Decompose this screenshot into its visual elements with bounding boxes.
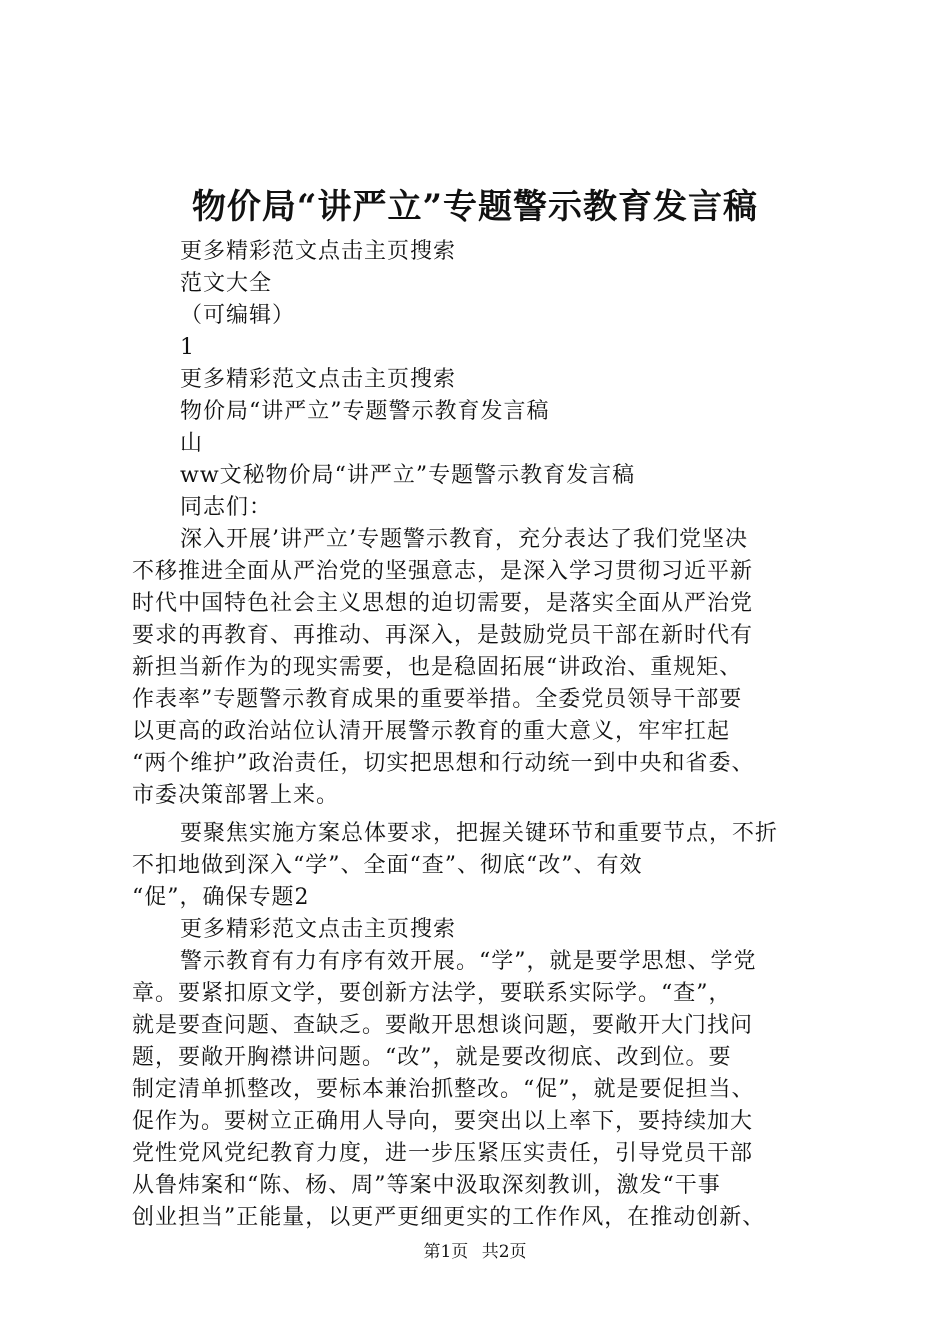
paragraph-line: “两个维护”政治责任，切实把思想和行动统一到中央和省委、 <box>132 751 755 776</box>
header-line: 山 <box>180 431 204 456</box>
paragraph-line: 题，要敞开胸襟讲问题。“改”，就是要改彻底、改到位。要 <box>132 1045 732 1070</box>
paragraph-line: 时代中国特色社会主义思想的迫切需要，是落实全面从严治党 <box>132 591 754 616</box>
paragraph-1 <box>132 524 832 812</box>
paragraph-line: 促作为。要树立正确用人导向，要突出以上率下，要持续加大 <box>132 1109 754 1134</box>
paragraph-line: 创业担当”正能量，以更严更细更实的工作作风，在推动创新、 <box>132 1205 766 1230</box>
paragraph-line: 新担当新作为的现实需要，也是稳固拓展“讲政治、重规矩、 <box>132 655 743 680</box>
page-number-total: 共2页 <box>481 1242 527 1262</box>
paragraph-line: 要聚焦实施方案总体要求，把握关键环节和重要节点，不折 <box>180 821 779 846</box>
paragraph-line: 深入开展’讲严立’专题警示教育，充分表达了我们党坚决 <box>180 527 748 552</box>
header-line: ww文秘物价局“讲严立”专题警示教育发言稿 <box>180 463 636 488</box>
repeat-header-line: 更多精彩范文点击主页搜索 <box>180 917 457 942</box>
document-body <box>132 236 832 1234</box>
paragraph-line: 不移推进全面从严治党的坚强意志，是深入学习贯彻习近平新 <box>132 559 754 584</box>
paragraph-line: 市委决策部署上来。 <box>132 783 340 808</box>
header-line: 物价局“讲严立”专题警示教育发言稿 <box>180 399 550 424</box>
page-footer <box>0 1240 950 1264</box>
paragraph-line: 作表率”专题警示教育成果的重要举措。全委党员领导干部要 <box>132 687 743 712</box>
paragraph-line: 制定清单抓整改，要标本兼治抓整改。“促”，就是要促担当、 <box>132 1077 755 1102</box>
paragraph-line: “促”，确保专题2 <box>132 885 310 910</box>
paragraph-line: 党性党风党纪教育力度，进一步压紧压实责任，引导党员干部 <box>132 1141 754 1166</box>
page-number-current: 第1页 <box>423 1242 469 1262</box>
salutation: 同志们： <box>180 495 273 520</box>
header-line: 范文大全 <box>180 271 273 296</box>
paragraph-3 <box>132 946 832 1234</box>
paragraph-line: 章。要紧扣原文学，要创新方法学，要联系实际学。“查”， <box>132 981 732 1006</box>
document-title: 物价局“讲严立”专题警示教育发言稿 <box>191 187 759 227</box>
paragraph-line: 就是要查问题、查缺乏。要敞开思想谈问题，要敞开大门找问 <box>132 1013 754 1038</box>
header-line: （可编辑） <box>180 303 296 328</box>
paragraph-line: 要求的再教育、再推动、再深入，是鼓励党员干部在新时代有 <box>132 623 754 648</box>
header-line: 1 <box>180 335 195 360</box>
header-line: 更多精彩范文点击主页搜索 <box>180 239 457 264</box>
paragraph-line: 不扣地做到深入“学”、全面“查”、彻底“改”、有效 <box>132 853 643 878</box>
paragraph-2 <box>132 818 832 914</box>
header-line: 更多精彩范文点击主页搜索 <box>180 367 457 392</box>
paragraph-line: 警示教育有力有序有效开展。“学”，就是要学思想、学党 <box>180 949 757 974</box>
paragraph-line: 从鲁炜案和“陈、杨、周”等案中汲取深刻教训，激发“干事 <box>132 1173 721 1198</box>
paragraph-line: 以更高的政治站位认清开展警示教育的重大意义，牢牢扛起 <box>132 719 731 744</box>
